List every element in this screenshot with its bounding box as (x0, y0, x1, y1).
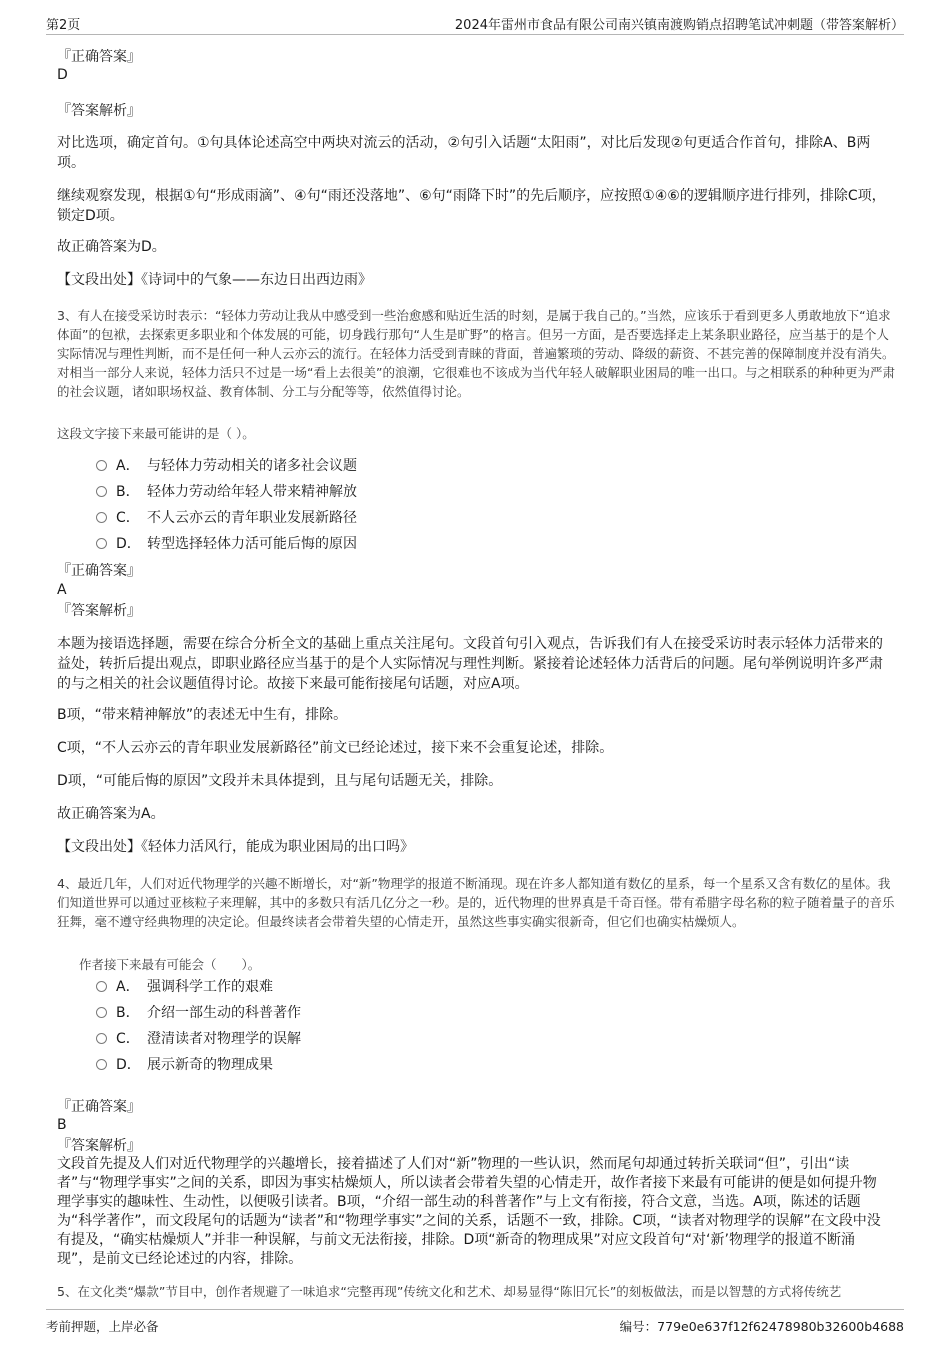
document-serial: 编号：779e0e637f12f62478980b32600b4688 (619, 1319, 904, 1334)
option-key: D． (116, 1057, 141, 1073)
radio-circle-icon[interactable] (96, 486, 107, 497)
option-text: 介绍一部生动的科普著作 (147, 1005, 301, 1021)
option-text: 不人云亦云的青年职业发展新路径 (147, 510, 357, 526)
q3-option-a[interactable] (96, 456, 357, 476)
option-key: C． (116, 510, 140, 526)
option-key: A． (116, 458, 140, 474)
option-text: 轻体力劳动给年轻人带来精神解放 (147, 484, 357, 500)
page-header (46, 12, 904, 35)
q3-answer: A (57, 582, 67, 598)
q2-analysis-paragraph-2: 继续观察发现，根据①句“形成雨滴”、④句“雨还没落地”、⑥句“雨降下时”的先后顺序，应按照①④⑥的逻辑顺序进行排列，排除C项，锁定D项。 (57, 188, 886, 224)
q3-passage: 3、有人在接受采访时表示：“轻体力劳动让我从中感受到一些治愈感和贴近生活的时刻，是属于我自己的。”当然，应该乐于看到更多人勇敢地放下“追求体面”的包袱，去探索更多职业和个体发展的可能，切身践行那句“人生是旷野”的格言。但另一方面，是否要选择走上某条职业路径，应当基于的是个人实际情况与理性判断，而不是任何一种人云亦云的流行。在轻体力活受到青睐的背面，普遍繁琐的劳动、降级的薪资、不甚完善的保障制度并没有消失。对相当一部分人来说，轻体力活只不过是一场“看上去很美”的浪潮，它很难也不该成为当代年轻人破解职业困局的唯一出口。与之相联系的种种更为严肃的社会议题，诸如职场权益、教育体制、分工与分配等等，依然值得讨论。 (57, 308, 895, 399)
q3-option-c[interactable] (96, 508, 357, 528)
option-key: B． (116, 484, 140, 500)
q2-answer-label: 『正确答案』 (57, 49, 141, 65)
q4-answer: B (57, 1117, 67, 1133)
option-text: 展示新奇的物理成果 (147, 1057, 273, 1073)
q4-option-a[interactable] (96, 977, 273, 997)
q3-source: 【文段出处】《轻体力活风行，能成为职业困局的出口吗》 (57, 839, 414, 855)
q3-analysis-paragraph-1: 本题为接语选择题，需要在综合分析全文的基础上重点关注尾句。文段首句引入观点，告诉我们有人在接受采访时表示轻体力活带来的益处，转折后提出观点，即职业路径应当基于的是个人实际情况与理性判断。紧接着论述轻体力活背后的问题。尾句举例说明许多严肃的与之相关的社会议题值得讨论。故接下来最可能衔接尾句话题，对应A项。 (57, 636, 883, 692)
q3-option-b[interactable] (96, 482, 357, 502)
q3-analysis-paragraph-4: D项，“可能后悔的原因”文段并未具体提到，且与尾句话题无关，排除。 (57, 773, 503, 789)
q2-conclusion: 故正确答案为D。 (57, 239, 166, 255)
q4-passage: 4、最近几年，人们对近代物理学的兴趣不断增长，对“新”物理学的报道不断涌现。现在许多人都知道有数亿的星系，每一个星系又含有数亿的星体。我们知道世界可以通过亚核粒子来理解，其中的多数只有活几亿分之一秒。是的，近代物理的世界真是千奇百怪。带有希腊字母名称的粒子随着量子的音乐狂舞，毫不遵守经典物理的决定论。但最终读者会带着失望的心情走开，虽然这些事实确实很新奇，但它们也确实枯燥烦人。 (57, 876, 895, 929)
option-key: A． (116, 979, 140, 995)
q2-analysis-label: 『答案解析』 (57, 103, 141, 119)
radio-circle-icon[interactable] (96, 981, 107, 992)
option-text: 转型选择轻体力活可能后悔的原因 (147, 536, 357, 552)
radio-circle-icon[interactable] (96, 460, 107, 471)
q4-option-d[interactable] (96, 1055, 273, 1075)
q4-option-b[interactable] (96, 1003, 301, 1023)
option-text: 与轻体力劳动相关的诸多社会议题 (147, 458, 357, 474)
q2-answer: D (57, 67, 68, 83)
page-number: 第2页 (46, 18, 81, 33)
q3-analysis-paragraph-2: B项，“带来精神解放”的表述无中生有，排除。 (57, 707, 348, 723)
radio-circle-icon[interactable] (96, 1033, 107, 1044)
option-text: 强调科学工作的艰难 (147, 979, 273, 995)
radio-circle-icon[interactable] (96, 538, 107, 549)
q4-analysis: 文段首先提及人们对近代物理学的兴趣增长，接着描述了人们对“新”物理的一些认识，然而尾句却通过转折关联词“但”，引出“读者”与“物理学事实”之间的关系，即因为事实枯燥烦人，所以读者会带着失望的心情走开，故作者接下来最有可能讲的便是如何提升物理学事实的趣味性、生动性，以便吸引读者。B项，“介绍一部生动的科普著作”与上文有衔接，符合文意，当选。A项，陈述的话题为“科学著作”，而文段尾句的话题为“读者”和“物理学事实”之间的关系，话题不一致，排除。C项，“读者对物理学的误解”在文段中没有提及，“确实枯燥烦人”并非一种误解，与前文无法衔接，排除。D项“新奇的物理成果”对应文段首句“对‘新’物理学的报道不断涌现”，是前文已经论述过的内容，排除。 (57, 1156, 881, 1267)
footer-slogan: 考前押题，上岸必备 (46, 1319, 159, 1334)
q4-answer-label: 『正确答案』 (57, 1099, 141, 1115)
q3-option-d[interactable] (96, 534, 357, 554)
q3-conclusion: 故正确答案为A。 (57, 806, 165, 822)
q4-option-c[interactable] (96, 1029, 301, 1049)
option-key: B． (116, 1005, 140, 1021)
q2-analysis-paragraph-1: 对比选项，确定首句。①句具体论述高空中两块对流云的活动，②句引入话题“太阳雨”，对比后发现②句更适合作首句，排除A、B两项。 (57, 135, 871, 171)
q3-analysis-label: 『答案解析』 (57, 603, 141, 619)
q5-passage: 5、在文化类“爆款”节目中，创作者规避了一味追求“完整再现”传统文化和艺术、却易显得“陈旧冗长”的刻板做法，而是以智慧的方式将传统艺 (57, 1284, 842, 1299)
option-key: C． (116, 1031, 140, 1047)
q3-stem: 这段文字接下来最可能讲的是（ ）。 (57, 426, 255, 441)
radio-circle-icon[interactable] (96, 1007, 107, 1018)
q4-analysis-label: 『答案解析』 (57, 1138, 141, 1154)
q4-stem: 作者接下来最有可能会（ ）。 (79, 957, 261, 972)
radio-circle-icon[interactable] (96, 1059, 107, 1070)
option-key: D． (116, 536, 141, 552)
document-title: 2024年雷州市食品有限公司南兴镇南渡购销点招聘笔试冲刺题（带答案解析） (454, 18, 904, 33)
q3-answer-label: 『正确答案』 (57, 563, 141, 579)
page-footer (46, 1309, 904, 1336)
q3-analysis-paragraph-3: C项，“不人云亦云的青年职业发展新路径”前文已经论述过，接下来不会重复论述，排除。 (57, 740, 614, 756)
q2-source: 【文段出处】《诗词中的气象——东边日出西边雨》 (57, 272, 372, 288)
option-text: 澄清读者对物理学的误解 (147, 1031, 301, 1047)
radio-circle-icon[interactable] (96, 512, 107, 523)
